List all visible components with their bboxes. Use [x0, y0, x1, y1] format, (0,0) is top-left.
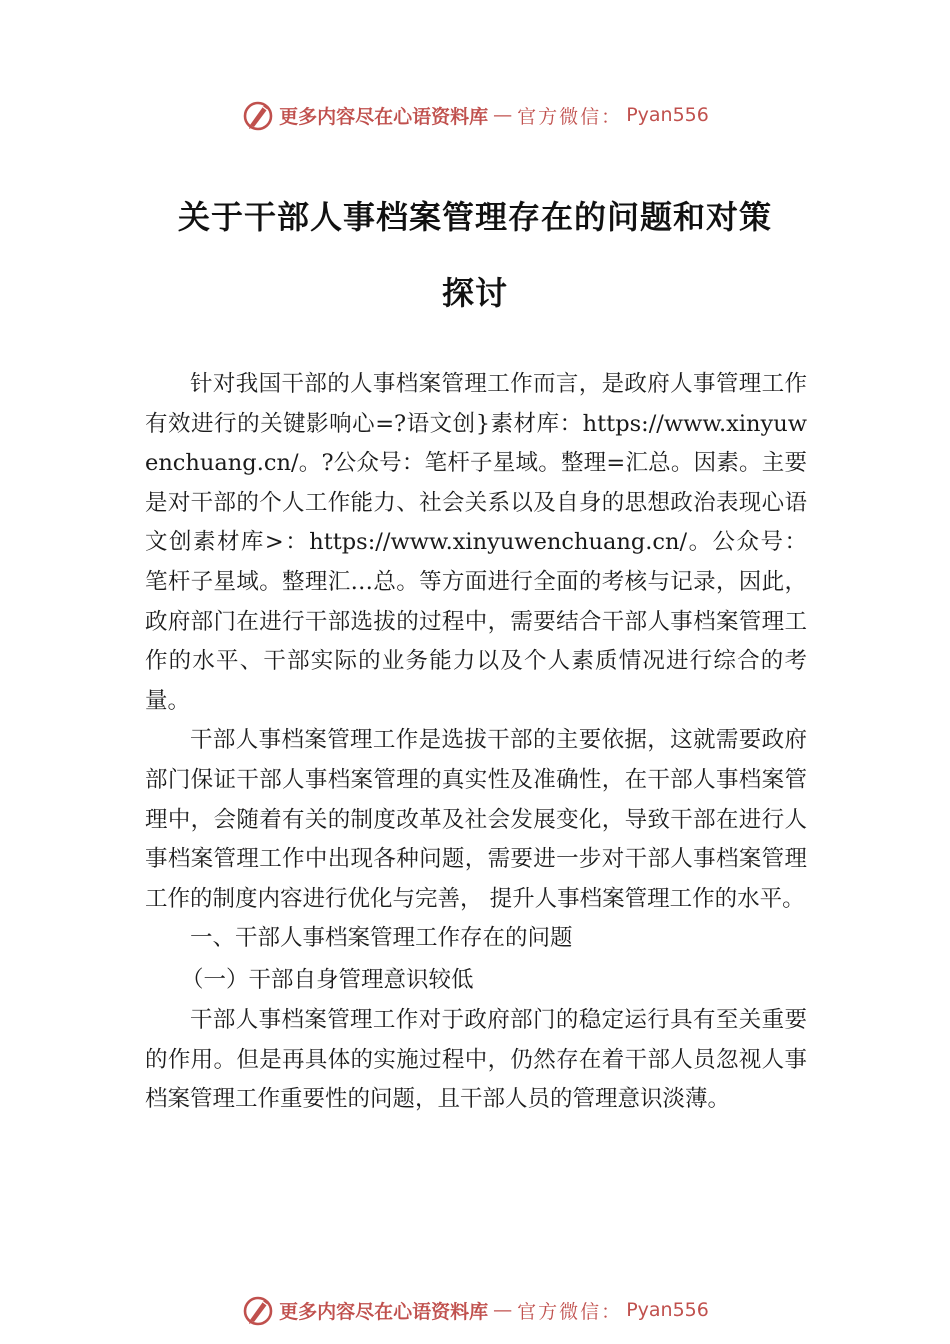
pen-logo-icon: [241, 1293, 275, 1327]
header-separator: —: [493, 104, 513, 126]
document-title-line-1: 关于干部人事档案管理存在的问题和对策: [177, 198, 772, 236]
paragraph-2: 干部人事档案管理工作是选拔干部的主要依据，这就需要政府部门保证干部人事档案管理的真实性及准确性，在干部人事档案管理中，会随着有关的制度改革及社会发展变化，导致干部在进行人事档案管理工作中出现各种问题，需要进一步对干部人事档案管理工作的制度内容进行优化与完善， 提升人事档案管理工作的水平。: [145, 727, 807, 912]
section-heading-1: 一、干部人事档案管理工作存在的问题: [190, 925, 573, 952]
subsection-heading-1: （一）干部自身管理意识较低: [181, 966, 474, 993]
paragraph-1: 针对我国干部的人事档案管理工作而言，是政府人事管理工作有效进行的关键影响心=?语文创}素材库：https://www.xinyuwenchuang.cn/。?公众号：笔杆子星域。整理=汇总。因素。主要是对干部的个人工作能力、社会关系以及自身的思想政治表现心语文创素材库>：https://www.xinyuwenchuang.cn/。公众号：笔杆子星域。整理汇…总。等方面进行全面的考核与记录，因此，政府部门在进行干部选拔的过程中，需要结合干部人事档案管理工作的水平、干部实际的业务能力以及个人素质情况进行综合的考量。: [145, 371, 807, 714]
document-title-line-2: 探讨: [441, 274, 508, 312]
paragraph-3: 干部人事档案管理工作对于政府部门的稳定运行具有至关重要的作用。但是再具体的实施过程中，仍然存在着干部人员忽视人事档案管理工作重要性的问题，且干部人员的管理意识淡薄。: [145, 1006, 807, 1113]
footer-wechat-id: Pyan556: [626, 1299, 709, 1321]
pen-logo-icon: [241, 98, 275, 132]
document-body: [145, 365, 807, 1120]
footer-separator: —: [493, 1299, 513, 1321]
header-wechat-label: 官方微信：: [517, 105, 623, 128]
footer-wechat-label: 官方微信：: [517, 1300, 623, 1323]
header-banner: [0, 95, 950, 135]
header-wechat-id: Pyan556: [626, 104, 709, 126]
header-site-name: 更多内容尽在心语资料库: [279, 105, 489, 128]
header-banner-content: [241, 98, 709, 132]
footer-banner-content: [241, 1293, 709, 1327]
footer-site-name: 更多内容尽在心语资料库: [279, 1300, 489, 1323]
footer-banner: [0, 1290, 950, 1330]
